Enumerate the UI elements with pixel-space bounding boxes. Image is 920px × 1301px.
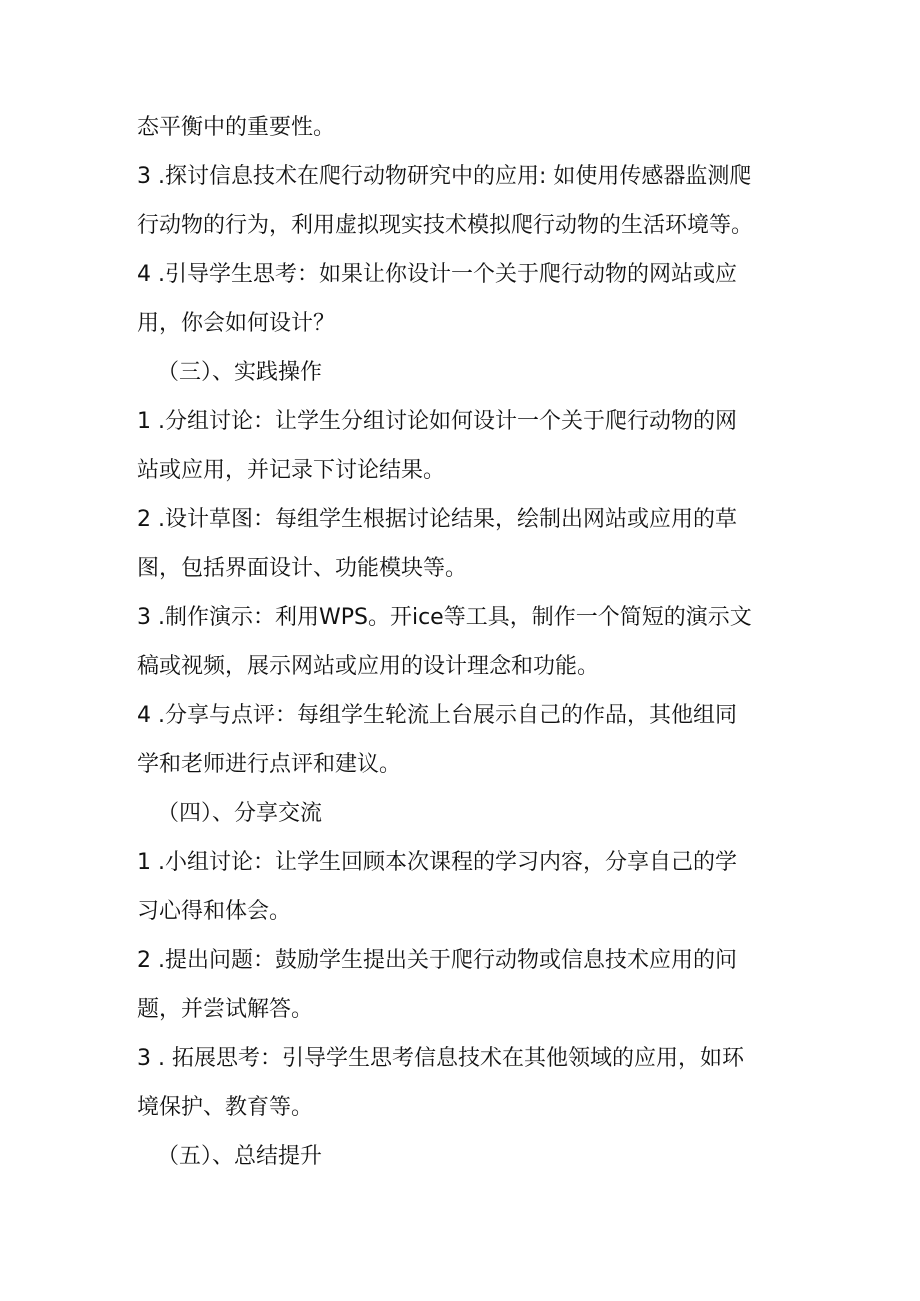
text-line-4: 4 .引导学生思考：如果让你设计一个关于爬行动物的网站或应 xyxy=(137,262,737,287)
document-body xyxy=(137,103,797,1181)
text-line-14: 学和老师进行点评和建议。 xyxy=(137,752,402,777)
section-heading-3: （三）、实践操作 xyxy=(157,360,323,385)
text-line-16: 1 .小组讨论：让学生回顾本次课程的学习内容，分享自己的学 xyxy=(137,850,737,875)
text-line-13: 4 .分享与点评：每组学生轮流上台展示自己的作品，其他组同 xyxy=(137,703,737,728)
text-line-19: 题，并尝试解答。 xyxy=(137,997,314,1022)
text-line-10: 图，包括界面设计、功能模块等。 xyxy=(137,556,468,581)
text-line-18: 2 .提出问题：鼓励学生提出关于爬行动物或信息技术应用的问 xyxy=(137,948,737,973)
text-line-7: 1 .分组讨论：让学生分组讨论如何设计一个关于爬行动物的网 xyxy=(137,409,737,434)
text-line-17: 习心得和体会。 xyxy=(137,899,292,924)
text-line-5: 用，你会如何设计？ xyxy=(137,311,336,336)
text-line-21: 境保护、教育等。 xyxy=(137,1095,314,1120)
text-line-12: 稿或视频，展示网站或应用的设计理念和功能。 xyxy=(137,654,600,679)
section-heading-5: （五）、总结提升 xyxy=(157,1144,323,1169)
text-line-20: 3 . 拓展思考：引导学生思考信息技术在其他领域的应用，如环 xyxy=(137,1046,744,1071)
text-line-3: 行动物的行为，利用虚拟现实技术模拟爬行动物的生活环境等。 xyxy=(137,213,754,238)
text-line-2: 3 .探讨信息技术在爬行动物研究中的应用: 如使用传感器监测爬 xyxy=(137,164,752,189)
text-line-8: 站或应用，并记录下讨论结果。 xyxy=(137,458,446,483)
text-line-9: 2 .设计草图：每组学生根据讨论结果，绘制出网站或应用的草 xyxy=(137,507,737,532)
section-heading-4: （四）、分享交流 xyxy=(157,801,323,826)
text-line-1: 态平衡中的重要性。 xyxy=(137,115,336,140)
text-line-11: 3 .制作演示：利用WPS。开ice等工具，制作一个简短的演示文 xyxy=(137,605,752,630)
